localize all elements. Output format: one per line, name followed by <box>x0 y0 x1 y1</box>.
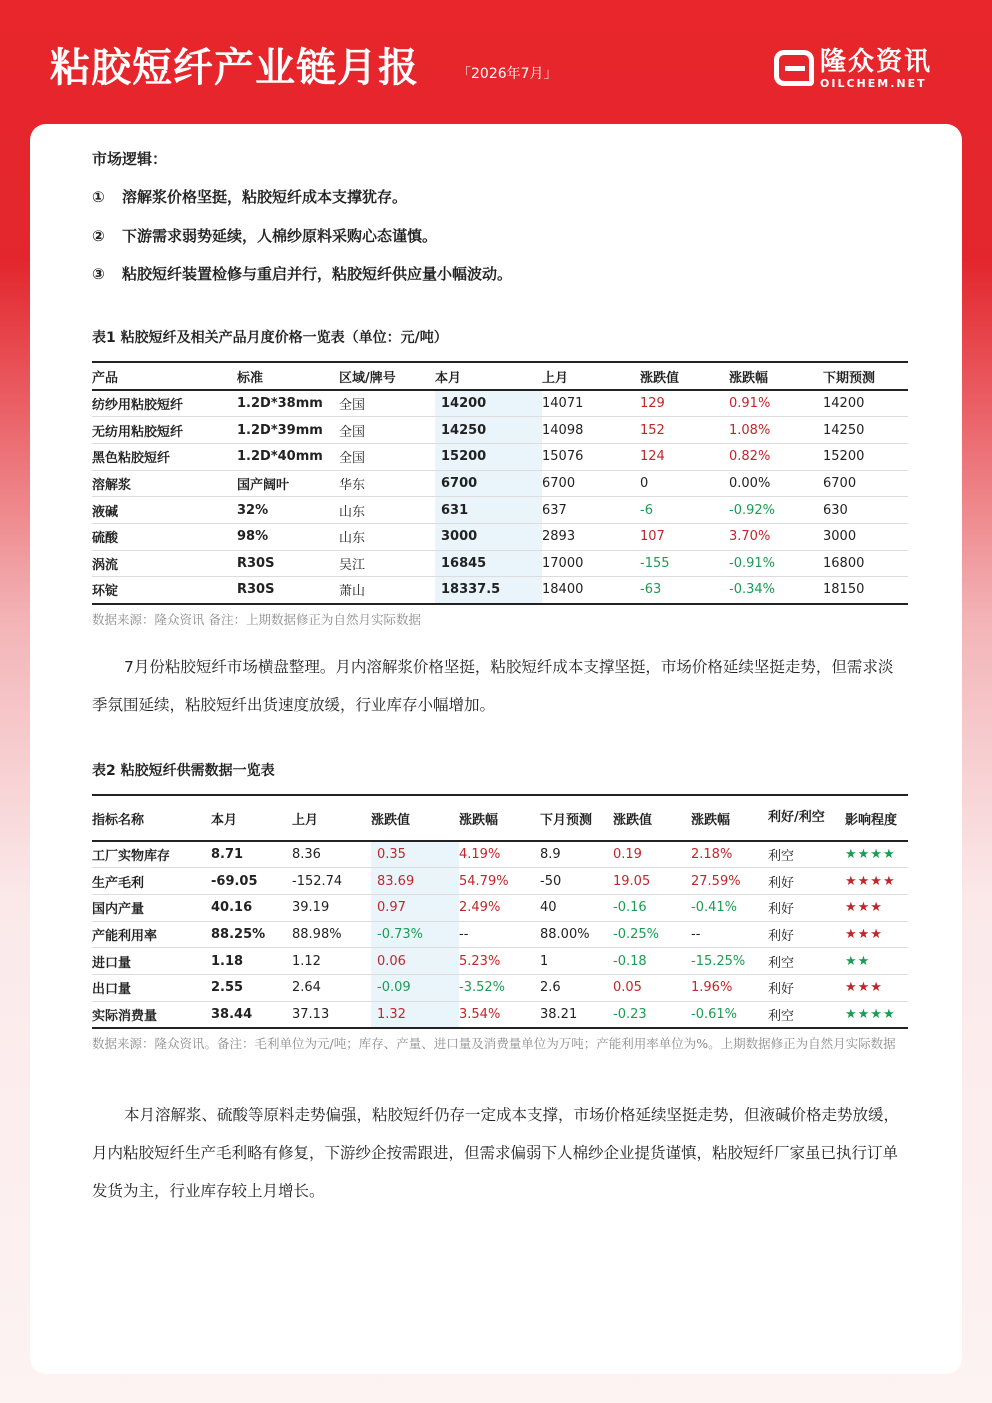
market-logic-item <box>92 186 407 207</box>
supply-col-header: 涨跌幅 <box>691 795 768 841</box>
supply-table-cell: 39.19 <box>292 894 371 921</box>
supply-table-row <box>92 841 908 868</box>
price-table-cell: 山东 <box>339 497 435 524</box>
report-period: 「2026年7月」 <box>457 66 558 82</box>
price-table-cell: 16845 <box>435 550 542 577</box>
price-table-cell: 15200 <box>823 443 908 470</box>
price-table-cell: 14071 <box>542 390 640 417</box>
supply-col-header: 上月 <box>292 795 371 841</box>
supply-col-header: 涨跌值 <box>613 795 691 841</box>
impact-stars: ★★ <box>845 948 908 975</box>
supply-table-cell: 19.05 <box>613 868 691 895</box>
supply-table-cell: -- <box>459 921 540 948</box>
supply-table-cell: -0.73% <box>371 921 459 948</box>
price-table-row <box>92 523 908 550</box>
market-logic-title: 市场逻辑： <box>92 150 168 168</box>
supply-col-header: 利好/利空 <box>768 795 845 841</box>
table2-caption: 表2 粘胶短纤供需数据一览表 <box>92 763 275 779</box>
price-table-cell: 107 <box>640 523 729 550</box>
oilchem-logo <box>774 48 944 92</box>
price-table-row <box>92 550 908 577</box>
supply-col-header: 涨跌幅 <box>459 795 540 841</box>
supply-table-cell: 利好 <box>768 894 845 921</box>
supply-table-cell: 88.98% <box>292 921 371 948</box>
price-table-cell: 630 <box>823 497 908 524</box>
supply-table-cell: 2.18% <box>691 841 768 868</box>
price-table-cell: 6700 <box>823 470 908 497</box>
supply-table-cell: 38.21 <box>540 1001 613 1028</box>
price-table-row <box>92 390 908 417</box>
price-table-cell: 国产阔叶 <box>237 470 339 497</box>
price-table-cell: 14200 <box>823 390 908 417</box>
price-table-cell: 18400 <box>542 577 640 604</box>
price-table-cell: -155 <box>640 550 729 577</box>
impact-stars: ★★★ <box>845 894 908 921</box>
logo-text-cn: 隆众资讯 <box>820 47 933 77</box>
supply-table-cell: 利空 <box>768 1001 845 1028</box>
supply-table-cell: 进口量 <box>92 948 211 975</box>
supply-table-cell: -15.25% <box>691 948 768 975</box>
price-table-row <box>92 497 908 524</box>
price-table-header <box>92 362 908 390</box>
price-table-cell: 14250 <box>823 417 908 444</box>
supply-demand-table <box>92 794 908 1029</box>
price-table-cell: 152 <box>640 417 729 444</box>
price-table-cell: 1.2D*40mm <box>237 443 339 470</box>
supply-table-cell: 工厂实物库存 <box>92 841 211 868</box>
price-table-cell: 全国 <box>339 443 435 470</box>
price-table-row <box>92 417 908 444</box>
price-table-cell: 637 <box>542 497 640 524</box>
price-table-cell: 631 <box>435 497 542 524</box>
price-table-cell: 98% <box>237 523 339 550</box>
logo-mark-icon <box>774 50 814 86</box>
supply-table-cell: 40 <box>540 894 613 921</box>
supply-table-cell: 利空 <box>768 841 845 868</box>
price-col-header: 标准 <box>237 362 339 390</box>
price-table-cell: 3.70% <box>729 523 823 550</box>
supply-table-cell: -- <box>691 921 768 948</box>
supply-table-cell: 生产毛利 <box>92 868 211 895</box>
price-table-cell: 2893 <box>542 523 640 550</box>
price-table-cell: 吴江 <box>339 550 435 577</box>
price-table-cell: 129 <box>640 390 729 417</box>
supply-summary-paragraph: 本月溶解浆、硫酸等原料走势偏强，粘胶短纤仍存一定成本支撑，市场价格延续坚挺走势，但液碱价格走势放缓，月内粘胶短纤生产毛利略有修复，下游纱企按需跟进，但需求偏弱下人棉纱企业提货谨慎，粘胶短纤厂家虽已执行订单发货为主，行业库存较上月增长。 <box>92 1106 900 1200</box>
price-table-cell: 萧山 <box>339 577 435 604</box>
supply-table-cell: 27.59% <box>691 868 768 895</box>
price-table-cell: 纺纱用粘胶短纤 <box>92 390 237 417</box>
price-table-cell: 0.00% <box>729 470 823 497</box>
price-table-cell: 0.82% <box>729 443 823 470</box>
supply-table-cell: 1.32 <box>371 1001 459 1028</box>
logic-item-text: 溶解浆价格坚挺，粘胶短纤成本支撑犹存。 <box>122 188 408 206</box>
table2-source-note: 数据来源：隆众资讯。备注：毛利单位为元/吨；库存、产量、进口量及消费量单位为万吨；产能利用率单位为%。上期数据修正为自然月实际数据 <box>92 1036 896 1051</box>
price-table-cell: 1.2D*39mm <box>237 417 339 444</box>
logo-text-en: OILCHEM.NET <box>820 77 927 90</box>
supply-table-cell: -69.05 <box>211 868 292 895</box>
supply-table-row <box>92 974 908 1001</box>
impact-stars: ★★★★ <box>845 841 908 868</box>
supply-table-cell: 88.25% <box>211 921 292 948</box>
price-table-cell: 硫酸 <box>92 523 237 550</box>
price-col-header: 产品 <box>92 362 237 390</box>
supply-col-header: 本月 <box>211 795 292 841</box>
price-table-cell: 18150 <box>823 577 908 604</box>
price-table-row <box>92 443 908 470</box>
supply-table-cell: 利好 <box>768 974 845 1001</box>
price-table-cell: 15200 <box>435 443 542 470</box>
price-table-cell: 16800 <box>823 550 908 577</box>
supply-table-cell: 5.23% <box>459 948 540 975</box>
supply-table-cell: 8.9 <box>540 841 613 868</box>
price-table-cell: -0.34% <box>729 577 823 604</box>
supply-table-cell: -0.25% <box>613 921 691 948</box>
price-table-cell: 全国 <box>339 417 435 444</box>
price-table-cell: -63 <box>640 577 729 604</box>
supply-col-header: 涨跌值 <box>371 795 459 841</box>
price-table-cell: 全国 <box>339 390 435 417</box>
impact-stars: ★★★★ <box>845 868 908 895</box>
supply-table-row <box>92 921 908 948</box>
impact-stars: ★★★★ <box>845 1001 908 1028</box>
report-header <box>0 0 992 125</box>
price-table-cell: 3000 <box>435 523 542 550</box>
supply-table-cell: 0.06 <box>371 948 459 975</box>
supply-table-cell: 利好 <box>768 921 845 948</box>
supply-table-row <box>92 894 908 921</box>
supply-table-cell: 38.44 <box>211 1001 292 1028</box>
supply-table-cell: 1.18 <box>211 948 292 975</box>
supply-table-cell: -3.52% <box>459 974 540 1001</box>
supply-table-row <box>92 1001 908 1028</box>
price-summary-paragraph: 7月份粘胶短纤市场横盘整理。月内溶解浆价格坚挺，粘胶短纤成本支撑坚挺，市场价格延续坚挺走势，但需求淡季氛围延续，粘胶短纤出货速度放缓，行业库存小幅增加。 <box>92 658 894 714</box>
table1-caption: 表1 粘胶短纤及相关产品月度价格一览表（单位：元/吨） <box>92 330 448 346</box>
supply-table-cell: 54.79% <box>459 868 540 895</box>
report-title: 粘胶短纤产业链月报 <box>50 45 419 91</box>
supply-table-cell: 37.13 <box>292 1001 371 1028</box>
supply-table-row <box>92 868 908 895</box>
price-table-cell: 1.2D*38mm <box>237 390 339 417</box>
supply-table-cell: 0.05 <box>613 974 691 1001</box>
price-table-cell: 0 <box>640 470 729 497</box>
supply-table-cell: 2.55 <box>211 974 292 1001</box>
supply-table-cell: 国内产量 <box>92 894 211 921</box>
price-table-cell: 环锭 <box>92 577 237 604</box>
price-table-row <box>92 470 908 497</box>
supply-table-cell: 实际消费量 <box>92 1001 211 1028</box>
price-table-row <box>92 577 908 604</box>
supply-table-cell: 1.12 <box>292 948 371 975</box>
price-table-cell: 124 <box>640 443 729 470</box>
logic-item-number: ③ <box>92 265 105 283</box>
supply-table-cell: 8.71 <box>211 841 292 868</box>
price-table-cell: 山东 <box>339 523 435 550</box>
price-table-cell: -0.92% <box>729 497 823 524</box>
price-table-cell: 15076 <box>542 443 640 470</box>
supply-col-header: 指标名称 <box>92 795 211 841</box>
logic-item-text: 粘胶短纤装置检修与重启并行，粘胶短纤供应量小幅波动。 <box>122 265 513 283</box>
logic-item-number: ① <box>92 188 105 206</box>
supply-table-cell: 2.49% <box>459 894 540 921</box>
supply-table-cell: 83.69 <box>371 868 459 895</box>
price-table-cell: 黑色粘胶短纤 <box>92 443 237 470</box>
price-table-cell: 14098 <box>542 417 640 444</box>
table1-source-note: 数据来源：隆众资讯 备注：上期数据修正为自然月实际数据 <box>92 612 421 627</box>
supply-table-cell: 40.16 <box>211 894 292 921</box>
supply-table-cell: -152.74 <box>292 868 371 895</box>
supply-table-cell: 0.19 <box>613 841 691 868</box>
supply-table-cell: -0.16 <box>613 894 691 921</box>
impact-stars: ★★★ <box>845 921 908 948</box>
price-table <box>92 361 908 605</box>
supply-table-cell: 3.54% <box>459 1001 540 1028</box>
price-table-cell: 14200 <box>435 390 542 417</box>
price-table-cell: 32% <box>237 497 339 524</box>
price-table-cell: -0.91% <box>729 550 823 577</box>
price-table-cell: -6 <box>640 497 729 524</box>
supply-col-header: 影响程度 <box>845 795 908 841</box>
price-table-cell: 华东 <box>339 470 435 497</box>
price-col-header: 上月 <box>542 362 640 390</box>
supply-table-cell: 4.19% <box>459 841 540 868</box>
supply-table-cell: -0.18 <box>613 948 691 975</box>
price-table-cell: R30S <box>237 577 339 604</box>
price-table-cell: 17000 <box>542 550 640 577</box>
supply-table-cell: 利好 <box>768 868 845 895</box>
supply-table-cell: 产能利用率 <box>92 921 211 948</box>
market-logic-item <box>92 263 512 284</box>
supply-table-cell: 1 <box>540 948 613 975</box>
supply-table-cell: 0.97 <box>371 894 459 921</box>
report-card <box>30 124 962 1374</box>
impact-stars: ★★★ <box>845 974 908 1001</box>
supply-table-cell: -0.09 <box>371 974 459 1001</box>
supply-col-header: 下月预测 <box>540 795 613 841</box>
price-table-cell: 无纺用粘胶短纤 <box>92 417 237 444</box>
logic-item-number: ② <box>92 227 105 245</box>
supply-table-cell: 2.64 <box>292 974 371 1001</box>
price-table-cell: 1.08% <box>729 417 823 444</box>
price-table-cell: 0.91% <box>729 390 823 417</box>
price-table-cell: 3000 <box>823 523 908 550</box>
supply-table-cell: 出口量 <box>92 974 211 1001</box>
price-table-cell: 6700 <box>435 470 542 497</box>
supply-table-row <box>92 948 908 975</box>
price-col-header: 涨跌值 <box>640 362 729 390</box>
price-table-cell: 溶解浆 <box>92 470 237 497</box>
supply-table-cell: 1.96% <box>691 974 768 1001</box>
logic-item-text: 下游需求弱势延续，人棉纱原料采购心态谨慎。 <box>122 227 438 245</box>
price-table-cell: 涡流 <box>92 550 237 577</box>
price-table-cell: 液碱 <box>92 497 237 524</box>
price-table-cell: 18337.5 <box>435 577 542 604</box>
price-col-header: 区域/牌号 <box>339 362 435 390</box>
supply-table-cell: -0.61% <box>691 1001 768 1028</box>
market-logic-item <box>92 225 437 246</box>
price-table-cell: 14250 <box>435 417 542 444</box>
supply-table-cell: 0.35 <box>371 841 459 868</box>
price-table-cell: R30S <box>237 550 339 577</box>
price-col-header: 本月 <box>435 362 542 390</box>
supply-table-cell: 8.36 <box>292 841 371 868</box>
supply-table-cell: -50 <box>540 868 613 895</box>
supply-table-header <box>92 795 908 841</box>
supply-table-cell: 88.00% <box>540 921 613 948</box>
supply-table-cell: -0.41% <box>691 894 768 921</box>
supply-table-cell: 利空 <box>768 948 845 975</box>
supply-table-cell: 2.6 <box>540 974 613 1001</box>
price-col-header: 涨跌幅 <box>729 362 823 390</box>
price-table-cell: 6700 <box>542 470 640 497</box>
price-col-header: 下期预测 <box>823 362 908 390</box>
supply-table-cell: -0.23 <box>613 1001 691 1028</box>
